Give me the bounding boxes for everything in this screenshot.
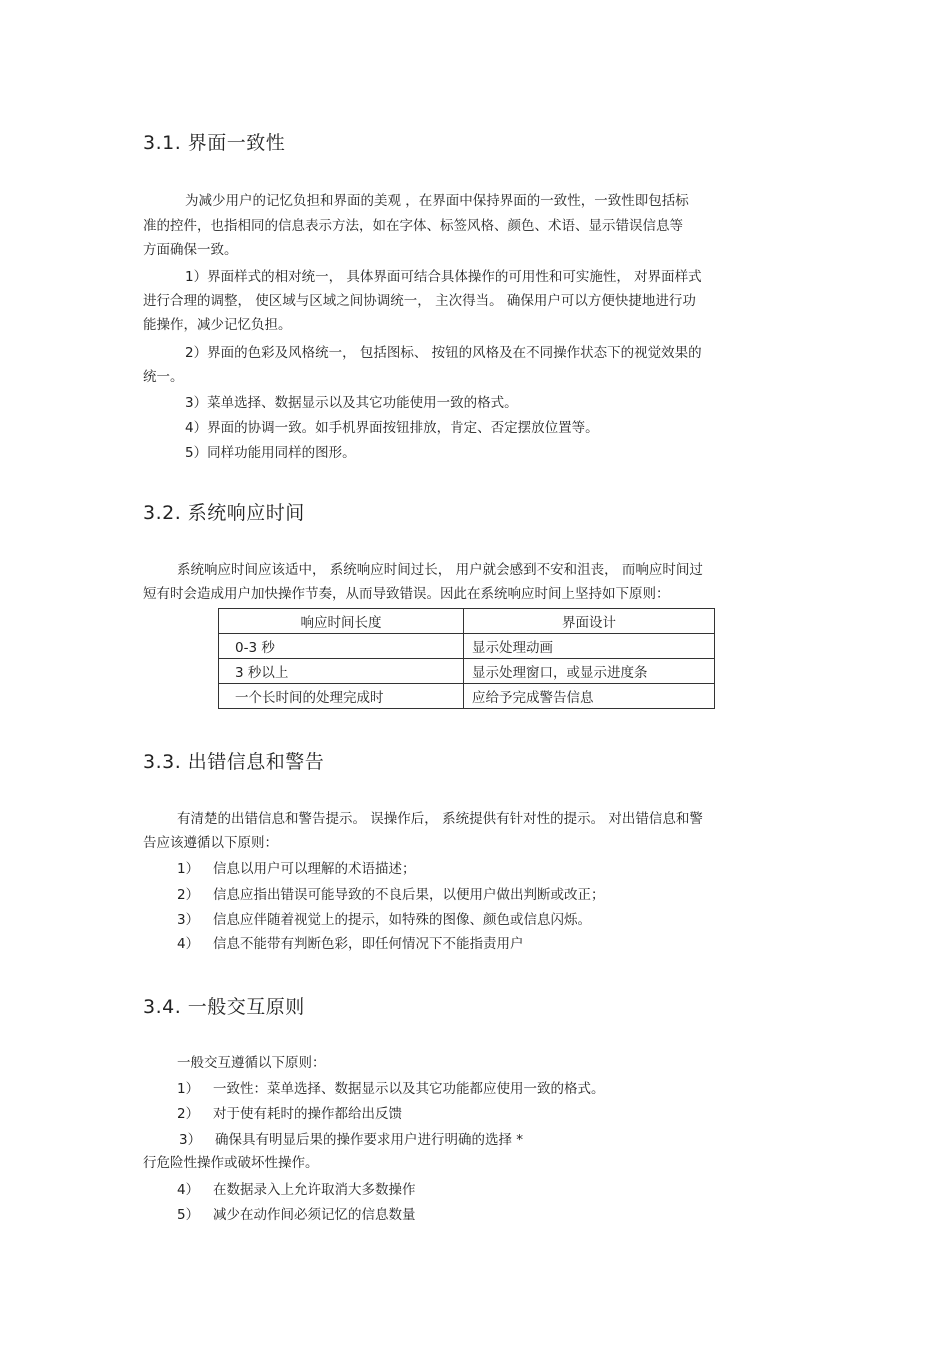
paragraph-line: 为减少用户的记忆负担和界面的美观 ，在界面中保持界面的一致性，一致性即包括标 xyxy=(185,193,689,209)
list-number: 4） xyxy=(177,936,200,952)
paragraph-line: 2）界面的色彩及风格统一， 包括图标、 按钮的风格及在不同操作状态下的视觉效果的 xyxy=(185,345,702,361)
list-text: 一致性：菜单选择、数据显示以及其它功能都应使用一致的格式。 xyxy=(213,1081,605,1097)
list-text: 信息以用户可以理解的术语描述； xyxy=(213,861,416,877)
list-text: 确保具有明显后果的操作要求用户进行明确的选择 * xyxy=(215,1132,524,1148)
list-number: 4） xyxy=(177,1182,200,1198)
list-text: 在数据录入上允许取消大多数操作 xyxy=(213,1182,416,1198)
list-item xyxy=(177,857,416,881)
list-text: 信息不能带有判断色彩，即任何情况下不能指责用户 xyxy=(213,936,524,952)
section-heading-3-2: 3.2. 系统响应时间 xyxy=(143,502,305,524)
table-cell: 3 秒以上 xyxy=(219,659,464,684)
table-cell: 一个长时间的处理完成时 xyxy=(219,684,464,709)
table-cell: 0-3 秒 xyxy=(219,634,464,659)
list-number: 2） xyxy=(177,1106,200,1122)
list-number: 3） xyxy=(177,912,200,928)
paragraph-line: 统一。 xyxy=(143,369,184,385)
list-item xyxy=(179,1128,523,1152)
list-text: 对于使有耗时的操作都给出反馈 xyxy=(213,1106,402,1122)
list-number: 1） xyxy=(177,861,200,877)
list-text: 信息应指出错误可能导致的不良后果，以便用户做出判断或改正； xyxy=(213,887,605,903)
paragraph-line: 系统响应时间应该适中， 系统响应时间过长， 用户就会感到不安和沮丧， 而响应时间过 xyxy=(177,562,703,578)
table-cell: 显示处理动画 xyxy=(464,634,715,659)
list-item: 3）菜单选择、数据显示以及其它功能使用一致的格式。 xyxy=(185,395,518,411)
list-item xyxy=(177,908,591,932)
table-header-cell: 响应时间长度 xyxy=(219,609,464,634)
section-heading-3-1: 3.1. 界面一致性 xyxy=(143,132,286,154)
paragraph-line: 告应该遵循以下原则： xyxy=(143,835,278,851)
list-text: 信息应伴随着视觉上的提示，如特殊的图像、颜色或信息闪烁。 xyxy=(213,912,591,928)
table-header-row xyxy=(219,609,715,634)
list-number: 1） xyxy=(177,1081,200,1097)
list-item xyxy=(177,1203,416,1227)
table-row xyxy=(219,684,715,709)
paragraph-line: 有清楚的出错信息和警告提示。 误操作后， 系统提供有针对性的提示。 对出错信息和警 xyxy=(177,811,703,827)
paragraph-line: 行危险性操作或破坏性操作。 xyxy=(143,1155,319,1171)
paragraph-line: 能操作，减少记忆负担。 xyxy=(143,317,292,333)
list-number: 5） xyxy=(177,1207,200,1223)
list-number: 2） xyxy=(177,887,200,903)
list-item xyxy=(177,1178,416,1202)
paragraph-line: 短有时会造成用户加快操作节奏，从而导致错误。因此在系统响应时间上坚持如下原则： xyxy=(143,586,670,602)
list-item xyxy=(177,883,605,907)
table-row xyxy=(219,634,715,659)
list-item xyxy=(177,1102,402,1126)
paragraph-line: 一般交互遵循以下原则： xyxy=(177,1055,326,1071)
table-cell: 显示处理窗口，或显示进度条 xyxy=(464,659,715,684)
list-item xyxy=(177,1077,605,1101)
table-row xyxy=(219,659,715,684)
paragraph-line: 方面确保一致。 xyxy=(143,242,238,258)
section-heading-3-3: 3.3. 出错信息和警告 xyxy=(143,751,325,773)
paragraph-line: 准的控件，也指相同的信息表示方法，如在字体、标签风格、颜色、术语、显示错误信息等 xyxy=(143,218,683,234)
paragraph-line: 1）界面样式的相对统一， 具体界面可结合具体操作的可用性和可实施性， 对界面样式 xyxy=(185,269,702,285)
response-time-table xyxy=(218,608,715,709)
list-item: 5）同样功能用同样的图形。 xyxy=(185,445,356,461)
section-heading-3-4: 3.4. 一般交互原则 xyxy=(143,996,305,1018)
list-text: 减少在动作间必须记忆的信息数量 xyxy=(213,1207,416,1223)
paragraph-line: 进行合理的调整， 使区域与区域之间协调统一， 主次得当。 确保用户可以方便快捷地进行功 xyxy=(143,293,696,309)
list-item xyxy=(177,932,524,956)
list-item: 4）界面的协调一致。如手机界面按钮排放，肯定、否定摆放位置等。 xyxy=(185,420,599,436)
table-header-cell: 界面设计 xyxy=(464,609,715,634)
table-cell: 应给予完成警告信息 xyxy=(464,684,715,709)
list-number: 3） xyxy=(179,1132,202,1148)
